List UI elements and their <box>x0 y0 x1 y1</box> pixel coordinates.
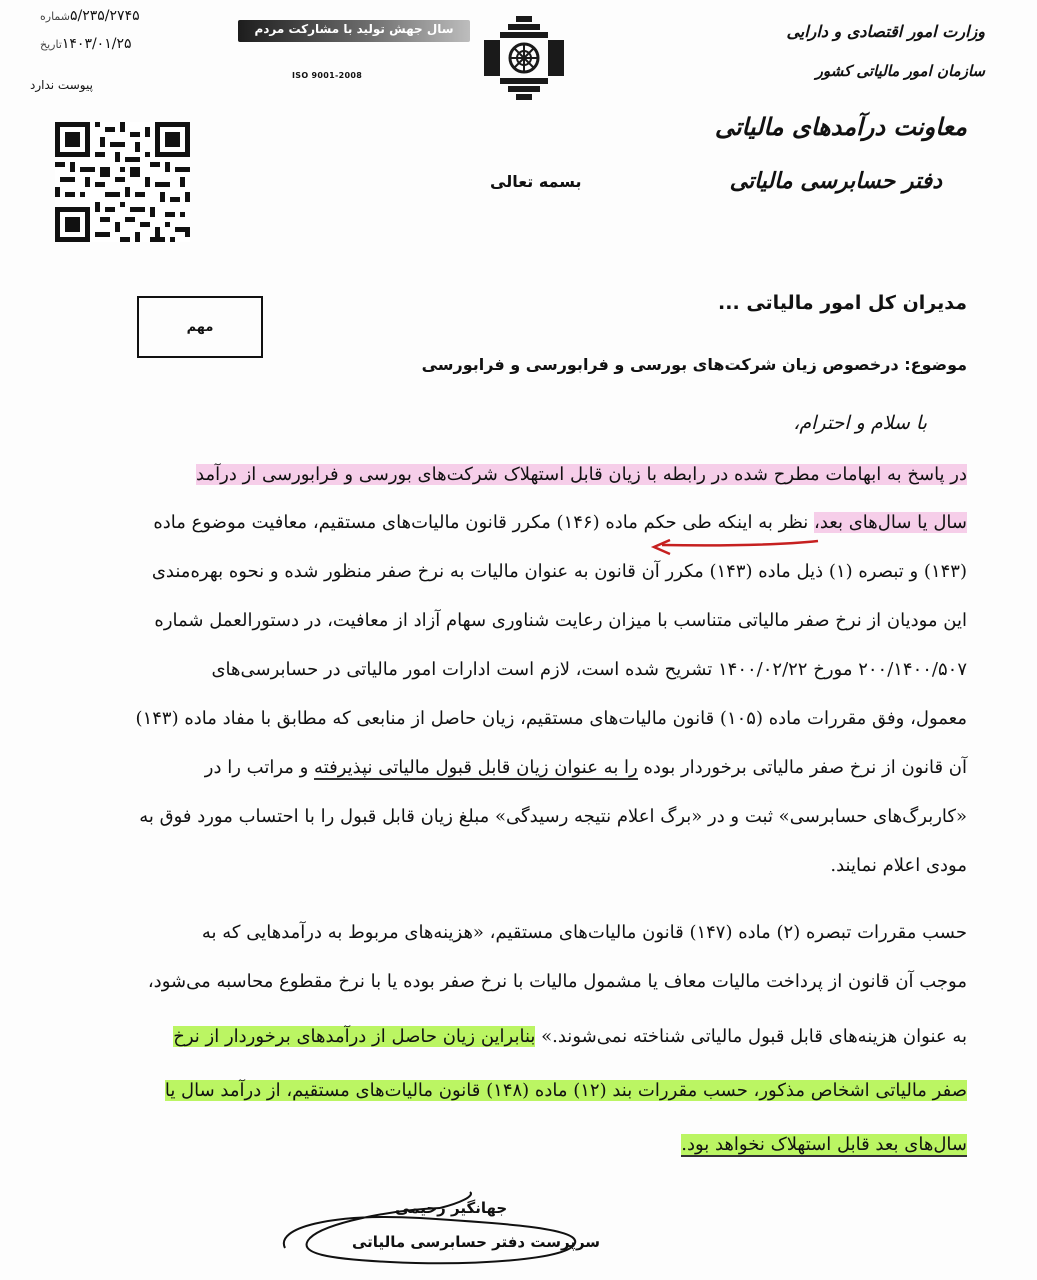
salutation: با سلام و احترام، <box>793 412 927 434</box>
highlight-green: بنابراین زیان حاصل از درآمدهای برخوردار از نرخ <box>173 1026 536 1047</box>
important-stamp-box <box>137 296 263 358</box>
highlight-pink: سال یا سال‌های بعد، <box>814 512 967 533</box>
letter-number-label: شماره <box>40 10 71 23</box>
recipient-line: مدیران کل امور مالیاتی ... <box>718 292 967 314</box>
paragraph-1-line-5: ۲۰۰/۱۴۰۰/۵۰۷ مورخ ۱۴۰۰/۰۲/۲۲ تشریح شده است، لازم است ادارات امور مالیاتی در حسابرسی‌های <box>211 659 967 680</box>
iso-label: ISO 9001-2008 <box>292 71 363 80</box>
slogan-text: سال جهش تولید با مشارکت مردم <box>254 22 454 36</box>
highlight-green: صفر مالیاتی اشخاص مذکور، حسب مقررات بند (۱۲) ماده (۱۴۸) قانون مالیات‌های مستقیم، از درآمد سال یا <box>164 1080 967 1101</box>
paragraph-1-line-3: (۱۴۳) و تبصره (۱) ذیل ماده (۱۴۳) مکرر آن قانون به عنوان مالیات به نرخ صفر منظور شده و نحوه بهره‌مندی <box>151 561 967 582</box>
red-underline-arrow-mark <box>640 537 820 561</box>
letter-date-label: تاریخ <box>40 38 62 51</box>
paragraph-2-line-5 <box>681 1130 967 1160</box>
paragraph-1-line-7 <box>205 753 967 783</box>
tax-organization-logo <box>478 12 570 104</box>
bismillah-heading: بسمه تعالی <box>490 172 582 191</box>
letter-attachment: پیوست ندارد <box>30 78 93 92</box>
paragraph-1-line-4: این مودیان از نرخ صفر مالیاتی متناسب با میزان رعایت شناوری سهام آزاد از معافیت، در دستورالعمل شماره <box>154 610 967 631</box>
letter-number <box>30 8 140 24</box>
office-title: دفتر حسابرسی مالیاتی <box>729 168 942 194</box>
signatory-title: سرپرست دفتر حسابرسی مالیاتی <box>352 1233 601 1251</box>
qr-code <box>55 122 190 242</box>
letter-date <box>30 36 131 52</box>
paragraph-1-line-8: «کاربرگ‌های حسابرسی» ثبت و در «برگ اعلام نتیجه رسیدگی» مبلغ زیان قابل قبول را با احتساب مورد فوق به <box>139 806 967 827</box>
letter-date-value: ۱۴۰۳/۰۱/۲۵ <box>61 36 132 52</box>
paragraph-1-line-1 <box>196 460 967 490</box>
highlight-green: سال‌های بعد قابل استهلاک نخواهد بود. <box>681 1134 967 1155</box>
paragraph-2-line-1: حسب مقررات تبصره (۲) ماده (۱۴۷) قانون مالیات‌های مستقیم، «هزینه‌های مربوط به درآمدهایی که به <box>201 922 967 943</box>
body-text: به عنوان هزینه‌های قابل قبول مالیاتی شناخته نمی‌شوند.» <box>535 1026 967 1047</box>
paragraph-2-line-2: موجب آن قانون از پرداخت مالیات معاف یا مشمول مالیات با نرخ صفر بوده یا با نرخ مقطوع محاسبه می‌شود، <box>147 971 967 992</box>
organization-name: سازمان امور مالیاتی کشور <box>815 62 985 80</box>
subject-line: موضوع: درخصوص زیان شرکت‌های بورسی و فرابورسی و فرابورسی <box>421 355 967 374</box>
paragraph-2-line-4 <box>165 1076 967 1106</box>
ministry-name: وزارت امور اقتصادی و دارایی <box>786 22 985 41</box>
body-text: آن قانون از نرخ صفر مالیاتی برخوردار بوده <box>637 757 967 778</box>
paragraph-1-line-2 <box>153 508 967 538</box>
paragraph-2-line-3 <box>173 1022 967 1052</box>
body-text: و مراتب را در <box>204 757 315 778</box>
underlined-text: را به عنوان زیان قابل قبول مالیاتی نپذیرفته <box>314 757 638 778</box>
deputy-title: معاونت درآمدهای مالیاتی <box>714 112 967 141</box>
paragraph-1-line-9: مودی اعلام نمایند. <box>830 855 967 876</box>
paragraph-1-line-6: معمول، وفق مقررات ماده (۱۰۵) قانون مالیات‌های مستقیم، زیان حاصل از منابعی که مطابق با مفاد ماده (۱۴۳) <box>135 708 967 729</box>
important-stamp-text: مهم <box>186 319 214 335</box>
signatory-name: جهانگیر رحیمی <box>395 1199 508 1217</box>
letter-number-value: ۵/۲۳۵/۲۷۴۵ <box>70 8 140 24</box>
highlight-pink: در پاسخ به ابهامات مطرح شده در رابطه با زیان قابل استهلاک شرکت‌های بورسی و فرابورسی از درآمد <box>196 464 967 485</box>
body-text: نظر به اینکه طی حکم ماده (۱۴۶) مکرر قانون مالیات‌های مستقیم، معافیت موضوع ماده <box>153 512 815 533</box>
